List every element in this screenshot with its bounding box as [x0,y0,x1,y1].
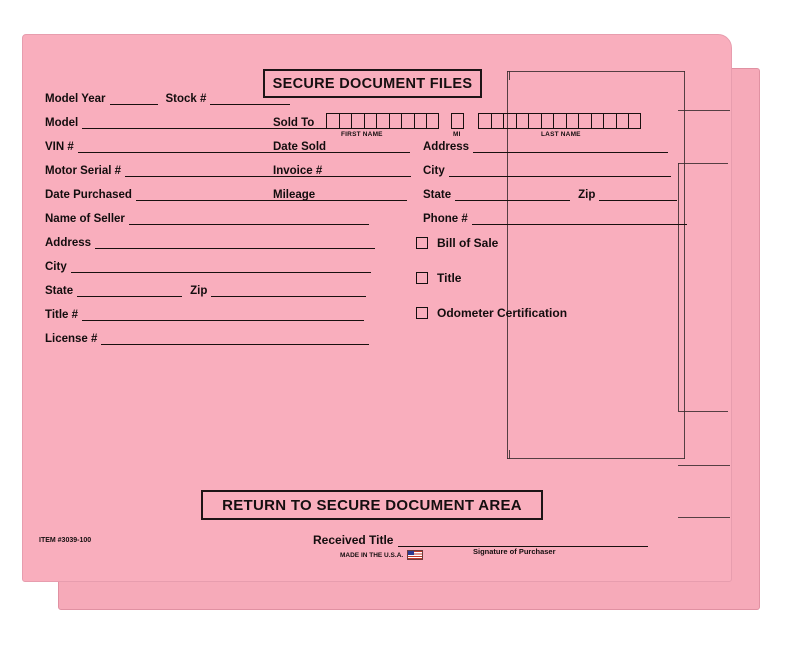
field-name-of-seller[interactable] [45,213,369,225]
field-label: State [423,189,452,201]
flap-edge-notch-lower [678,465,730,466]
field-seller-state-zip[interactable] [45,285,366,297]
checkbox-box[interactable] [416,307,428,319]
first-name-boxes[interactable] [326,113,439,129]
field-label: City [423,165,445,177]
field-label: Mileage [273,189,316,201]
flap-inner-line-top [678,163,728,164]
flap-arrow-top [509,71,510,80]
name-cell[interactable] [389,113,402,129]
made-in-usa [340,550,423,560]
field-rule[interactable] [95,237,375,249]
field-date-sold[interactable] [273,141,410,153]
field-rule[interactable] [449,165,671,177]
field-rule[interactable] [110,93,158,105]
field-rule[interactable] [319,189,407,201]
field-label: License # [45,333,98,345]
checkbox-label: Bill of Sale [437,236,499,250]
field-label: Address [45,237,92,249]
received-title-label: Received Title [313,533,394,547]
signature-caption: Signature of Purchaser [473,547,556,556]
field-sold-to [273,117,318,129]
name-cell[interactable] [553,113,566,129]
name-cell[interactable] [578,113,591,129]
item-number: ITEM #3039-100 [39,537,92,544]
field-rule[interactable] [211,285,366,297]
field-label: Name of Seller [45,213,125,225]
name-cell[interactable] [451,113,464,129]
flap-arrow-bottom [509,450,510,459]
last-name-boxes[interactable] [478,113,641,129]
middle-initial-caption: MI [453,131,461,138]
middle-initial-box[interactable] [451,113,464,129]
name-cell[interactable] [426,113,439,129]
field-buyer-address[interactable] [423,141,668,153]
name-cell[interactable] [603,113,616,129]
field-seller-address[interactable] [45,237,375,249]
field-label: City [45,261,67,273]
field-label: VIN # [45,141,74,153]
name-cell[interactable] [376,113,389,129]
field-buyer-state-zip[interactable] [423,189,677,201]
flap-edge-notch-lowest [678,517,730,518]
field-rule[interactable] [77,285,182,297]
field-rule[interactable] [326,165,411,177]
checkbox-bill-of-sale[interactable] [416,236,498,250]
flap-fold-line-right [684,71,685,459]
field-label: State [45,285,74,297]
name-cell[interactable] [541,113,554,129]
name-cell[interactable] [339,113,352,129]
name-cell[interactable] [528,113,541,129]
name-cell[interactable] [491,113,504,129]
field-rule[interactable] [473,141,668,153]
flap-inner-line-left [678,163,679,411]
name-cell[interactable] [591,113,604,129]
name-cell[interactable] [516,113,529,129]
name-cell[interactable] [364,113,377,129]
field-rule[interactable] [330,141,410,153]
field-label: Date Sold [273,141,327,153]
field-invoice-number[interactable] [273,165,411,177]
name-cell[interactable] [351,113,364,129]
checkbox-odometer-certification[interactable] [416,306,567,320]
field-label: Model [45,117,79,129]
field-rule[interactable] [71,261,371,273]
field-rule[interactable] [82,309,364,321]
name-cell[interactable] [478,113,491,129]
usa-flag-icon [407,550,423,560]
field-buyer-phone[interactable] [423,213,687,225]
field-label: Title # [45,309,79,321]
field-rule[interactable] [472,213,687,225]
made-in-usa-label: MADE IN THE U.S.A. [340,551,404,559]
flap-fold-line-top [507,71,685,72]
field-rule[interactable] [101,333,369,345]
field-rule[interactable] [210,93,290,105]
field-label: Model Year [45,93,106,105]
flap-fold-line-left [507,71,508,459]
field-mileage[interactable] [273,189,407,201]
name-cell[interactable] [414,113,427,129]
field-rule[interactable] [129,213,369,225]
field-title-number[interactable] [45,309,364,321]
footer-title: RETURN TO SECURE DOCUMENT AREA [201,490,543,520]
field-rule[interactable] [455,189,570,201]
checkbox-title[interactable] [416,271,461,285]
flap-edge-notch-upper [678,110,730,111]
field-label: Zip [578,189,596,201]
field-license-number[interactable] [45,333,369,345]
envelope-front-sheet [22,34,732,582]
first-name-caption: FIRST NAME [341,131,383,138]
field-label: Zip [190,285,208,297]
signature-rule[interactable] [398,534,648,547]
checkbox-label: Title [437,271,462,285]
field-model-year[interactable] [45,93,290,105]
name-cell[interactable] [566,113,579,129]
name-cell[interactable] [503,113,516,129]
last-name-caption: LAST NAME [541,131,581,138]
field-label: Motor Serial # [45,165,122,177]
field-buyer-city[interactable] [423,165,671,177]
received-title-field[interactable] [313,533,648,547]
flap-fold-line-bottom [507,458,685,459]
field-label: Invoice # [273,165,323,177]
field-seller-city[interactable] [45,261,371,273]
name-cell[interactable] [401,113,414,129]
page-title: SECURE DOCUMENT FILES [263,69,482,98]
checkbox-label: Odometer Certification [437,306,568,320]
field-label: Date Purchased [45,189,132,201]
name-cell[interactable] [616,113,629,129]
field-label: Stock # [165,93,207,105]
checkbox-box[interactable] [416,272,428,284]
checkbox-box[interactable] [416,237,428,249]
field-label: Sold To [273,117,315,129]
field-label: Phone # [423,213,468,225]
name-cell[interactable] [326,113,339,129]
flap-inner-line-bottom [678,411,728,412]
name-cell[interactable] [628,113,641,129]
field-label: Address [423,141,470,153]
field-rule[interactable] [599,189,677,201]
